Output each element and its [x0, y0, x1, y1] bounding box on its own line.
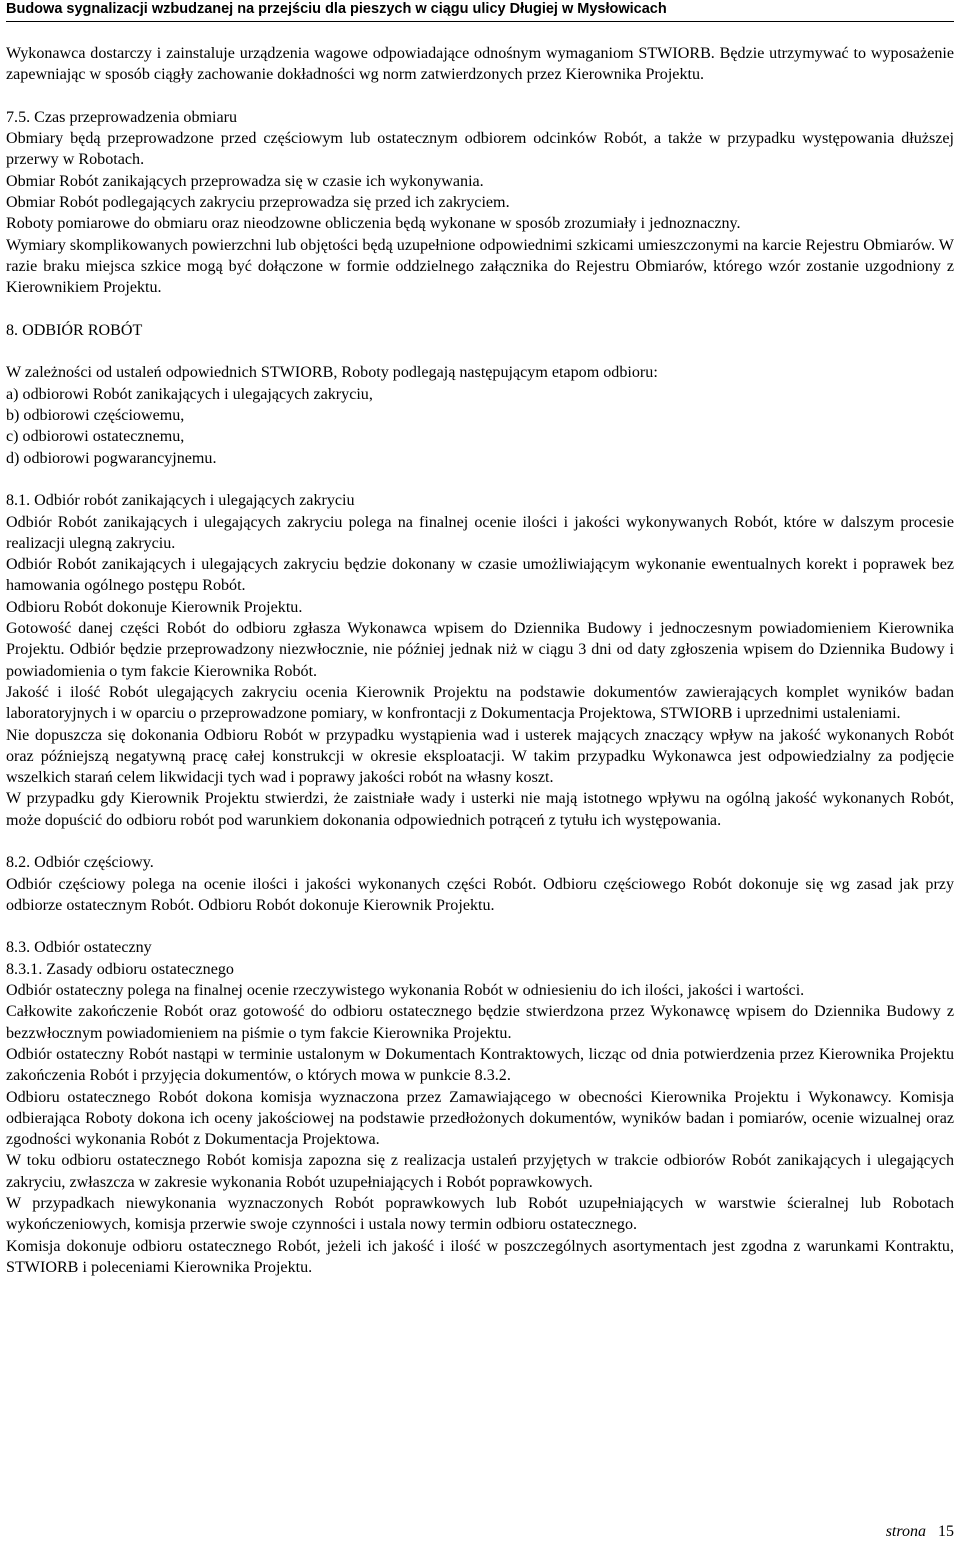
paragraph: Obmiar Robót podlegających zakryciu przeprowadza się przed ich zakryciem. — [6, 194, 510, 212]
paragraph: Komisja dokonuje odbioru ostatecznego Robót, jeżeli ich jakość i ilość w poszczególnych asortymentach jest zgodna z warunkami Kontraktu, STWIORB i poleceniami Kierownika Projektu. — [6, 1237, 954, 1276]
paragraph: Wykonawca dostarczy i zainstaluje urządzenia wagowe odpowiadające odnośnym wymaganiom STWIORB. Będzie utrzymywać to wyposażenie zapewniając w sposób ciągły zachowanie dokładności wg norm zatwierdzonych przez Kierownika Projektu. — [6, 45, 954, 84]
paragraph: Odbiór częściowy polega na ocenie ilości i jakości wykonanych części Robót. Odbioru częściowego Robót dokonuje się wg zasad jak przy odbiorze ostatecznym Robót. Odbioru Robót dokonuje Kierownik Projektu. — [6, 875, 954, 914]
section-heading-8-3: 8.3. Odbiór ostateczny — [6, 939, 152, 957]
paragraph: W przypadku gdy Kierownik Projektu stwierdzi, że zaistniałe wady i usterki nie mają istotnego wpływu na ogólną jakość wykonanych Robót, może dopuścić do odbioru robót pod warunkiem dokonania odpowiednich potrąceń z tytułu ich występowania. — [6, 790, 954, 829]
paragraph: Gotowość danej części Robót do odbioru zgłasza Wykonawca wpisem do Dziennika Budowy i jednoczesnym powiadomieniem Kierownika Projektu. Odbiór będzie przeprowadzony niezwłocznie, nie później jednak niż w ciągu 3 dni od daty zgłoszenia wpisem do Dziennika Budowy i powiadomienia o tym fakcie Kierownika Robót. — [6, 620, 954, 680]
spacer — [6, 469, 954, 490]
page-number: 15 — [938, 1523, 954, 1540]
spacer — [6, 86, 954, 107]
paragraph: W przypadkach niewykonania wyznaczonych Robót poprawkowych lub Robót uzupełniających w warstwie ścieralnej lub Robotach wykończeniowych, komisja przerwie swoje czynności i ustala nowy termin odbioru ostatecznego. — [6, 1195, 954, 1234]
header-title: Budowa sygnalizacji wzbudzanej na przejściu dla pieszych w ciągu ulicy Długiej w Mysłowicach — [6, 1, 667, 17]
paragraph: Obmiary będą przeprowadzone przed częściowym lub ostatecznym odbiorem odcinków Robót, a także w przypadku występowania dłuższej przerwy w Robotach. — [6, 130, 954, 169]
spacer — [6, 299, 954, 320]
list-item: c) odbiorowi ostatecznemu, — [6, 428, 185, 446]
document-header — [6, 0, 954, 22]
page-footer — [886, 1522, 954, 1542]
spacer — [6, 341, 954, 362]
paragraph: Odbioru ostatecznego Robót dokona komisja wyznaczona przez Zamawiającego w obecności Kierownika Projektu i Wykonawcy. Komisja odbierająca Roboty dokona ich oceny jakościowej na podstawie przedłożonych dokumentów, wyników badan i pomiarów, ocenie wizualnej oraz zgodności wykonania Robót z Dokumentacja Projektowa. — [6, 1088, 954, 1149]
list-item: d) odbiorowi pogwarancyjnemu. — [6, 449, 217, 467]
spacer — [6, 916, 954, 937]
paragraph: Odbiór ostateczny Robót nastąpi w terminie ustalonym w Dokumentach Kontraktowych, licząc od dnia potwierdzenia przez Kierownika Projektu zakończenia Robót i przyjęcia dokumentów, o których mowa w punkcie 8.3.2. — [6, 1045, 954, 1085]
spacer — [6, 831, 954, 852]
section-heading-8: 8. ODBIÓR ROBÓT — [6, 321, 143, 339]
page-label: strona — [885, 1523, 926, 1540]
paragraph: Odbiór ostateczny polega na finalnej ocenie rzeczywistego wykonania Robót w odniesieniu do ich ilości, jakości i wartości. — [6, 982, 805, 1000]
paragraph: Odbiór Robót zanikających i ulegających zakryciu będzie dokonany w czasie umożliwiającym wykonanie ewentualnych korekt i poprawek bez hamowania ogólnego postępu Robót. — [6, 556, 954, 595]
list-item: a) odbiorowi Robót zanikających i ulegających zakryciu, — [6, 385, 373, 403]
paragraph: Odbiór Robót zanikających i ulegających zakryciu polega na finalnej ocenie ilości i jakości wykonywanych Robót, które w dalszym procesie realizacji ulegną zakryciu. — [6, 513, 954, 552]
paragraph: Całkowite zakończenie Robót oraz gotowość do odbioru ostatecznego będzie stwierdzona przez Wykonawcę wpisem do Dziennika Budowy z bezzwłocznym powiadomieniem na piśmie o tym fakcie Kierownika Projektu. — [6, 1003, 954, 1042]
paragraph: Jakość i ilość Robót ulegających zakryciu ocenia Kierownik Projektu na podstawie dokumentów zawierających komplet wyników badan laboratoryjnych i w oparciu o przeprowadzone pomiary, w konfrontacji z Dokumentacja Projektowa, STWIORB i uprzednimi ustaleniami. — [6, 683, 954, 723]
section-heading-8-2: 8.2. Odbiór częściowy. — [6, 854, 154, 872]
paragraph: Roboty pomiarowe do obmiaru oraz nieodzowne obliczenia będą wykonane w sposób zrozumiały i jednoznaczny. — [6, 215, 741, 233]
document-body — [6, 43, 954, 1278]
paragraph: Odbioru Robót dokonuje Kierownik Projektu. — [6, 598, 303, 616]
paragraph: Obmiar Robót zanikających przeprowadza się w czasie ich wykonywania. — [6, 172, 484, 190]
paragraph: W toku odbioru ostatecznego Robót komisja zapozna się z realizacja ustaleń przyjętych w trakcie odbiorów Robót zanikających i ulegających zakryciu, zwłaszcza w zakresie wykonania Robót uzupełniających i Robót poprawkowych. — [6, 1152, 954, 1191]
acceptance-stages-list — [6, 384, 954, 469]
section-heading-8-3-1: 8.3.1. Zasady odbioru ostatecznego — [6, 960, 234, 978]
list-item: b) odbiorowi częściowemu, — [6, 407, 185, 425]
section-heading-8-1: 8.1. Odbiór robót zanikających i ulegających zakryciu — [6, 492, 355, 510]
paragraph: Wymiary skomplikowanych powierzchni lub objętości będą uzupełnione odpowiednimi szkicami umieszczonymi na karcie Rejestru Obmiarów. W razie braku miejsca szkice mogą być dołączone w formie oddzielnego załącznika do Rejestru Obmiarów, którego wzór zostanie uzgodniony z Kierownikiem Projektu. — [6, 236, 954, 297]
section-heading-7-5: 7.5. Czas przeprowadzenia obmiaru — [6, 108, 238, 126]
paragraph: W zależności od ustaleń odpowiednich STWIORB, Roboty podlegają następującym etapom odbioru: — [6, 364, 658, 382]
paragraph: Nie dopuszcza się dokonania Odbioru Robót w przypadku wystąpienia wad i usterek mających znaczący wpływ na jakość wykonanych Robót oraz późniejszą negatywną pracę całej konstrukcji w okresie eksploatacji. W takim przypadku Wykonawca jest odpowiedzialny za podjęcie wszelkich starań celem likwidacji tych wad i poprawy jakości robót na własny koszt. — [6, 726, 954, 787]
